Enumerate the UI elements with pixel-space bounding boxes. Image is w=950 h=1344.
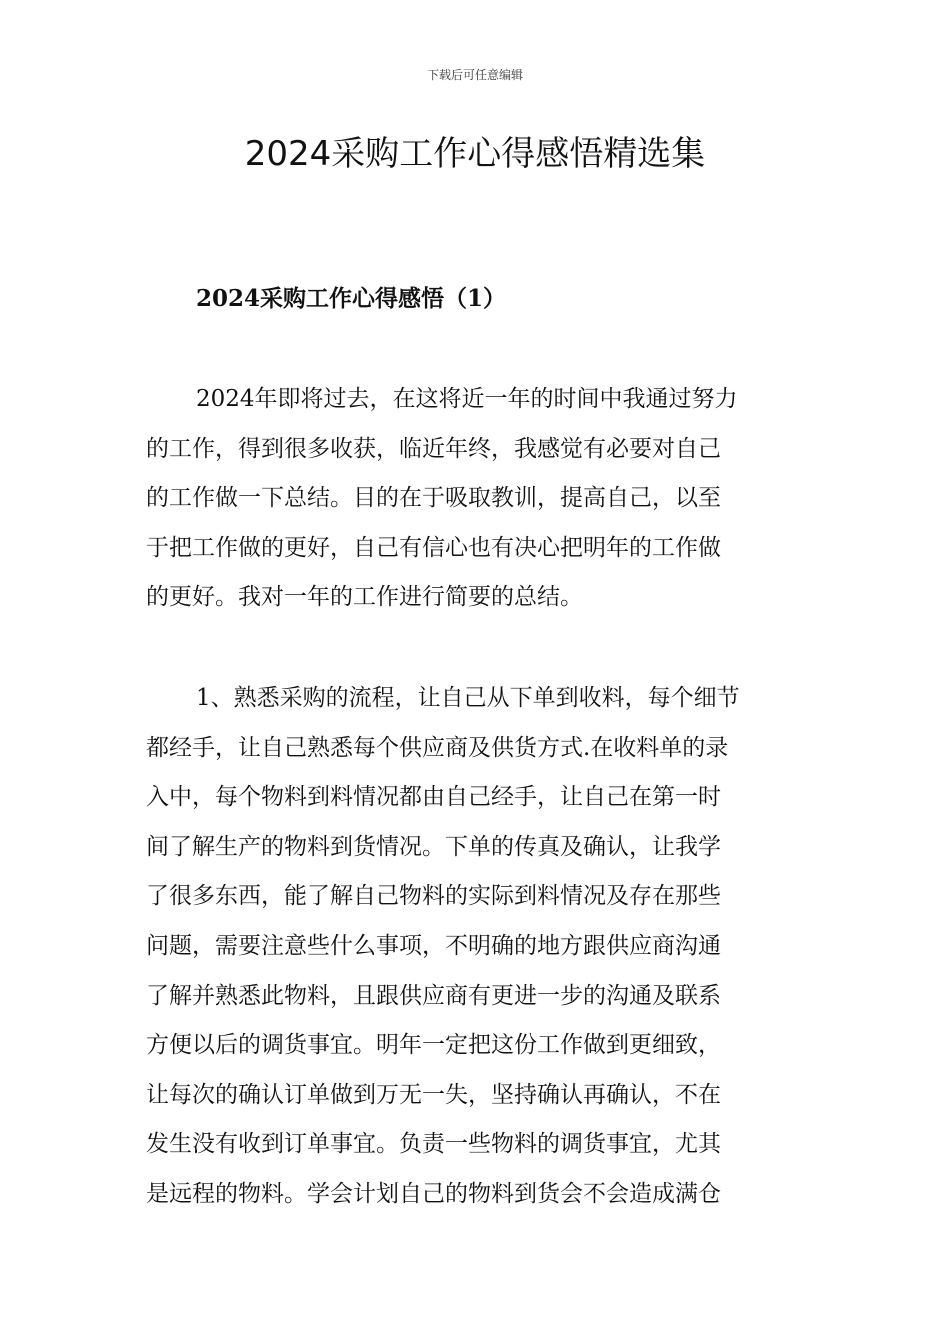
paragraph-line: 的工作做一下总结。目的在于吸取教训，提高自己，以至 — [146, 485, 721, 512]
document-title: 2024采购工作心得感悟精选集 — [244, 134, 706, 174]
paragraph-line: 是远程的物料。学会计划自己的物料到货会不会造成满仓 — [146, 1180, 721, 1207]
paragraph-line: 1、熟悉采购的流程，让自己从下单到收料，每个细节 — [196, 685, 740, 711]
paragraph-line: 问题，需要注意些什么事项，不明确的地方跟供应商沟通 — [146, 932, 721, 959]
paragraph-intro — [146, 375, 806, 623]
paragraph-line: 方便以后的调货事宜。明年一定把这份工作做到更细致， — [146, 1032, 721, 1059]
paragraph-line: 于把工作做的更好，自己有信心也有决心把明年的工作做 — [146, 534, 721, 561]
paragraph-point-1 — [146, 674, 806, 1220]
paragraph-line: 2024年即将过去，在这将近一年的时间中我通过努力 — [196, 386, 738, 412]
header-note: 下载后可任意编辑 — [426, 68, 523, 82]
section-heading: 2024采购工作心得感悟（1） — [196, 285, 507, 312]
paragraph-line: 都经手，让自己熟悉每个供应商及供货方式.在收料单的录 — [146, 734, 729, 761]
paragraph-line: 了解并熟悉此物料，且跟供应商有更进一步的沟通及联系 — [146, 982, 721, 1009]
paragraph-line: 了很多东西，能了解自己物料的实际到料情况及存在那些 — [146, 883, 721, 910]
paragraph-line: 让每次的确认订单做到万无一失，坚持确认再确认，不在 — [146, 1081, 721, 1108]
paragraph-line: 发生没有收到订单事宜。负责一些物料的调货事宜，尤其 — [146, 1131, 721, 1158]
paragraph-line: 的更好。我对一年的工作进行简要的总结。 — [146, 584, 583, 611]
paragraph-line: 的工作，得到很多收获，临近年终，我感觉有必要对自己 — [146, 435, 721, 462]
paragraph-line: 间了解生产的物料到货情况。下单的传真及确认，让我学 — [146, 833, 721, 860]
paragraph-line: 入中，每个物料到料情况都由自己经手，让自己在第一时 — [146, 784, 721, 811]
